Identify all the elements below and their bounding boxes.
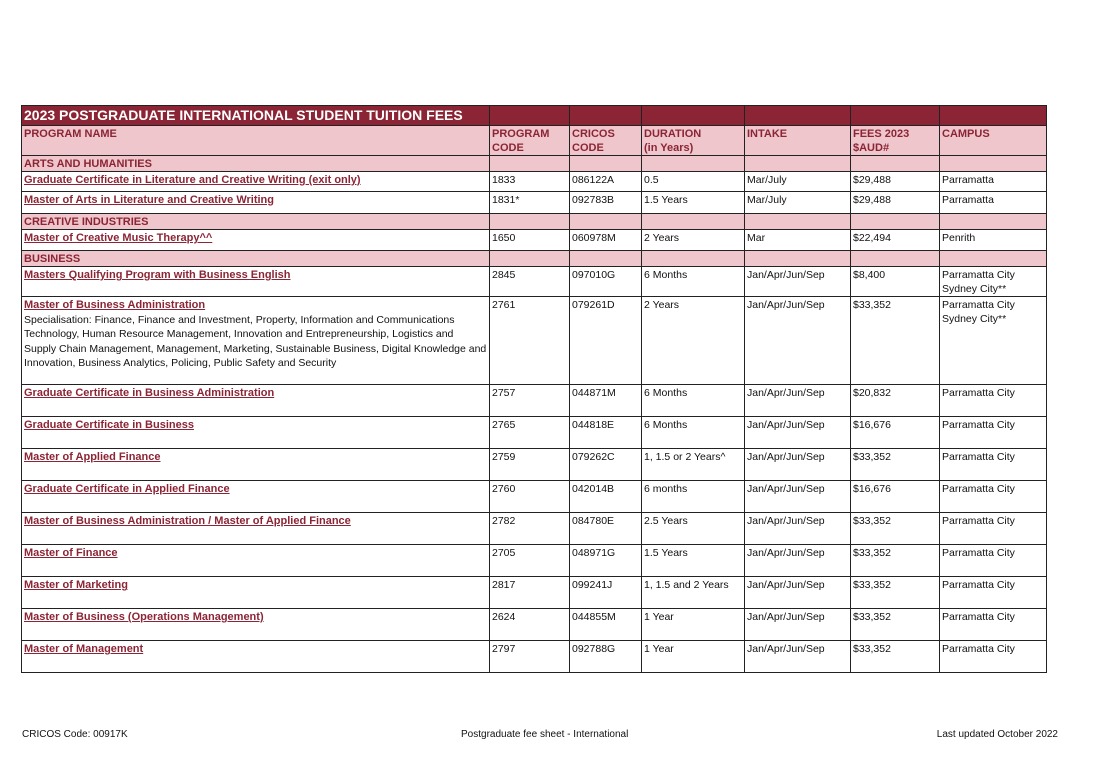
program-code-cell: 2765 xyxy=(490,417,570,449)
intake-cell: Jan/Apr/Jun/Sep xyxy=(745,513,851,545)
header-intake: INTAKE xyxy=(745,126,851,156)
program-link[interactable]: Master of Arts in Literature and Creative Writing xyxy=(24,194,274,206)
table-row xyxy=(22,609,1047,641)
program-name-cell xyxy=(22,192,490,214)
cricos-code-cell: 086122A xyxy=(570,172,642,192)
fees-cell: $16,676 xyxy=(851,417,940,449)
intake-cell: Jan/Apr/Jun/Sep xyxy=(745,545,851,577)
intake-cell: Mar xyxy=(745,230,851,251)
section-row xyxy=(22,214,1047,230)
cricos-code-cell: 048971G xyxy=(570,545,642,577)
intake-cell: Jan/Apr/Jun/Sep xyxy=(745,641,851,673)
program-link[interactable]: Graduate Certificate in Business xyxy=(24,419,194,431)
fees-cell: $29,488 xyxy=(851,172,940,192)
campus-name: Parramatta City xyxy=(942,579,1015,591)
campus-cell xyxy=(940,385,1047,417)
header-fees: FEES 2023 $AUD# xyxy=(851,126,940,156)
duration-cell: 6 Months xyxy=(642,417,745,449)
campus-name: Sydney City** xyxy=(942,313,1007,325)
header-program-name: PROGRAM NAME xyxy=(22,126,490,156)
table-row xyxy=(22,230,1047,251)
table-row xyxy=(22,297,1047,385)
cricos-code-cell: 079262C xyxy=(570,449,642,481)
intake-cell: Mar/July xyxy=(745,192,851,214)
fees-cell: $33,352 xyxy=(851,641,940,673)
program-code-cell: 2759 xyxy=(490,449,570,481)
program-link[interactable]: Master of Business (Operations Management) xyxy=(24,611,264,623)
program-code-cell: 1650 xyxy=(490,230,570,251)
header-campus: CAMPUS xyxy=(940,126,1047,156)
program-link[interactable]: Master of Management xyxy=(24,643,144,655)
fees-cell: $20,832 xyxy=(851,385,940,417)
fees-cell: $8,400 xyxy=(851,267,940,297)
program-name-cell xyxy=(22,230,490,251)
campus-name: Parramatta xyxy=(942,174,994,186)
campus-cell xyxy=(940,513,1047,545)
duration-cell: 6 months xyxy=(642,481,745,513)
program-code-cell: 2797 xyxy=(490,641,570,673)
campus-cell xyxy=(940,230,1047,251)
campus-name: Parramatta City xyxy=(942,269,1015,281)
program-code-cell: 1833 xyxy=(490,172,570,192)
duration-cell: 2.5 Years xyxy=(642,513,745,545)
fees-table xyxy=(21,105,1047,673)
table-row xyxy=(22,192,1047,214)
title-row xyxy=(22,106,1047,126)
footer-sheet-name: Postgraduate fee sheet - International xyxy=(461,729,629,740)
intake-cell: Jan/Apr/Jun/Sep xyxy=(745,481,851,513)
campus-cell xyxy=(940,481,1047,513)
table-title: 2023 POSTGRADUATE INTERNATIONAL STUDENT TUITION FEES xyxy=(22,106,490,126)
duration-cell: 1.5 Years xyxy=(642,545,745,577)
program-link[interactable]: Master of Finance xyxy=(24,547,118,559)
table-row xyxy=(22,172,1047,192)
program-code-cell: 2782 xyxy=(490,513,570,545)
program-name-cell xyxy=(22,513,490,545)
fees-cell: $33,352 xyxy=(851,609,940,641)
intake-cell: Jan/Apr/Jun/Sep xyxy=(745,385,851,417)
program-name-cell xyxy=(22,577,490,609)
program-name-cell xyxy=(22,297,490,385)
specialisation-text: Specialisation: Finance, Finance and Investment, Property, Information and Communications Technology, Human Resource Management, Innovation and Entrepreneurship, Logistics and Supply Chain Management, Management, Marketing, Sustainable Business, Digital Knowledge and Innovation, Business Analytics, Policing, Public Safety and Security xyxy=(24,314,487,370)
campus-name: Parramatta City xyxy=(942,483,1015,495)
header-cricos-code: CRICOS CODE xyxy=(570,126,642,156)
campus-name: Penrith xyxy=(942,232,976,244)
campus-cell xyxy=(940,172,1047,192)
cricos-code-cell: 060978M xyxy=(570,230,642,251)
duration-cell: 2 Years xyxy=(642,230,745,251)
section-title: ARTS AND HUMANITIES xyxy=(22,156,490,172)
fees-cell: $33,352 xyxy=(851,449,940,481)
cricos-code-cell: 097010G xyxy=(570,267,642,297)
duration-cell: 1, 1.5 or 2 Years^ xyxy=(642,449,745,481)
table-row xyxy=(22,641,1047,673)
fees-cell: $33,352 xyxy=(851,545,940,577)
program-name-cell xyxy=(22,545,490,577)
cricos-code-cell: 092783B xyxy=(570,192,642,214)
intake-cell: Jan/Apr/Jun/Sep xyxy=(745,267,851,297)
program-code-cell: 2705 xyxy=(490,545,570,577)
program-code-cell: 2761 xyxy=(490,297,570,385)
section-title: CREATIVE INDUSTRIES xyxy=(22,214,490,230)
fees-cell: $22,494 xyxy=(851,230,940,251)
program-link[interactable]: Master of Applied Finance xyxy=(24,451,161,463)
fees-cell: $33,352 xyxy=(851,513,940,545)
program-code-cell: 2624 xyxy=(490,609,570,641)
program-link[interactable]: Master of Business Administration xyxy=(24,299,206,311)
footer-last-updated: Last updated October 2022 xyxy=(936,729,1058,740)
cricos-code-cell: 079261D xyxy=(570,297,642,385)
campus-name: Parramatta City xyxy=(942,611,1015,623)
cricos-code-cell: 044871M xyxy=(570,385,642,417)
table-row xyxy=(22,449,1047,481)
section-title: BUSINESS xyxy=(22,251,490,267)
duration-cell: 1 Year xyxy=(642,609,745,641)
table-row xyxy=(22,481,1047,513)
program-name-cell xyxy=(22,267,490,297)
fees-cell: $16,676 xyxy=(851,481,940,513)
intake-cell: Jan/Apr/Jun/Sep xyxy=(745,449,851,481)
campus-cell xyxy=(940,641,1047,673)
campus-cell xyxy=(940,297,1047,385)
program-code-cell: 2817 xyxy=(490,577,570,609)
duration-cell: 6 Months xyxy=(642,385,745,417)
cricos-code-cell: 044855M xyxy=(570,609,642,641)
cricos-code-cell: 099241J xyxy=(570,577,642,609)
table-row xyxy=(22,513,1047,545)
campus-name: Parramatta City xyxy=(942,451,1015,463)
program-name-cell xyxy=(22,385,490,417)
duration-cell: 0.5 xyxy=(642,172,745,192)
table-row xyxy=(22,545,1047,577)
program-link[interactable]: Graduate Certificate in Literature and Creative Writing (exit only) xyxy=(24,174,361,186)
program-link[interactable]: Masters Qualifying Program with Business English xyxy=(24,269,291,281)
duration-cell: 1 Year xyxy=(642,641,745,673)
duration-cell: 1, 1.5 and 2 Years xyxy=(642,577,745,609)
program-name-cell xyxy=(22,449,490,481)
program-link[interactable]: Master of Marketing xyxy=(24,579,128,591)
program-name-cell xyxy=(22,609,490,641)
campus-cell xyxy=(940,267,1047,297)
intake-cell: Mar/July xyxy=(745,172,851,192)
program-link[interactable]: Graduate Certificate in Business Administration xyxy=(24,387,275,399)
program-name-cell xyxy=(22,641,490,673)
campus-cell xyxy=(940,577,1047,609)
program-code-cell: 2845 xyxy=(490,267,570,297)
intake-cell: Jan/Apr/Jun/Sep xyxy=(745,609,851,641)
program-name-cell xyxy=(22,481,490,513)
program-code-cell: 2757 xyxy=(490,385,570,417)
header-row xyxy=(22,126,1047,156)
intake-cell: Jan/Apr/Jun/Sep xyxy=(745,417,851,449)
section-row xyxy=(22,251,1047,267)
cricos-code-cell: 042014B xyxy=(570,481,642,513)
campus-cell xyxy=(940,609,1047,641)
program-link[interactable]: Graduate Certificate in Applied Finance xyxy=(24,483,230,495)
section-row xyxy=(22,156,1047,172)
campus-name: Parramatta City xyxy=(942,299,1015,311)
campus-cell xyxy=(940,192,1047,214)
fees-cell: $29,488 xyxy=(851,192,940,214)
program-link[interactable]: Master of Business Administration / Master of Applied Finance xyxy=(24,515,351,527)
program-code-cell: 2760 xyxy=(490,481,570,513)
campus-name: Parramatta City xyxy=(942,387,1015,399)
campus-name: Parramatta City xyxy=(942,547,1015,559)
duration-cell: 6 Months xyxy=(642,267,745,297)
fees-cell: $33,352 xyxy=(851,297,940,385)
cricos-code-cell: 044818E xyxy=(570,417,642,449)
program-code-cell: 1831* xyxy=(490,192,570,214)
table-row xyxy=(22,417,1047,449)
cricos-code-cell: 084780E xyxy=(570,513,642,545)
campus-name: Parramatta City xyxy=(942,515,1015,527)
footer-cricos-code: CRICOS Code: 00917K xyxy=(22,729,128,740)
intake-cell: Jan/Apr/Jun/Sep xyxy=(745,297,851,385)
campus-cell xyxy=(940,449,1047,481)
program-name-cell xyxy=(22,172,490,192)
header-duration: DURATION (in Years) xyxy=(642,126,745,156)
campus-name: Parramatta City xyxy=(942,419,1015,431)
campus-cell xyxy=(940,545,1047,577)
table-row xyxy=(22,385,1047,417)
table-row xyxy=(22,577,1047,609)
program-link[interactable]: Master of Creative Music Therapy^^ xyxy=(24,232,213,244)
cricos-code-cell: 092788G xyxy=(570,641,642,673)
duration-cell: 1.5 Years xyxy=(642,192,745,214)
campus-name: Parramatta xyxy=(942,194,994,206)
duration-cell: 2 Years xyxy=(642,297,745,385)
table-row xyxy=(22,267,1047,297)
campus-cell xyxy=(940,417,1047,449)
program-name-cell xyxy=(22,417,490,449)
intake-cell: Jan/Apr/Jun/Sep xyxy=(745,577,851,609)
header-program-code: PROGRAM CODE xyxy=(490,126,570,156)
fees-cell: $33,352 xyxy=(851,577,940,609)
campus-name: Sydney City** xyxy=(942,283,1007,295)
campus-name: Parramatta City xyxy=(942,643,1015,655)
